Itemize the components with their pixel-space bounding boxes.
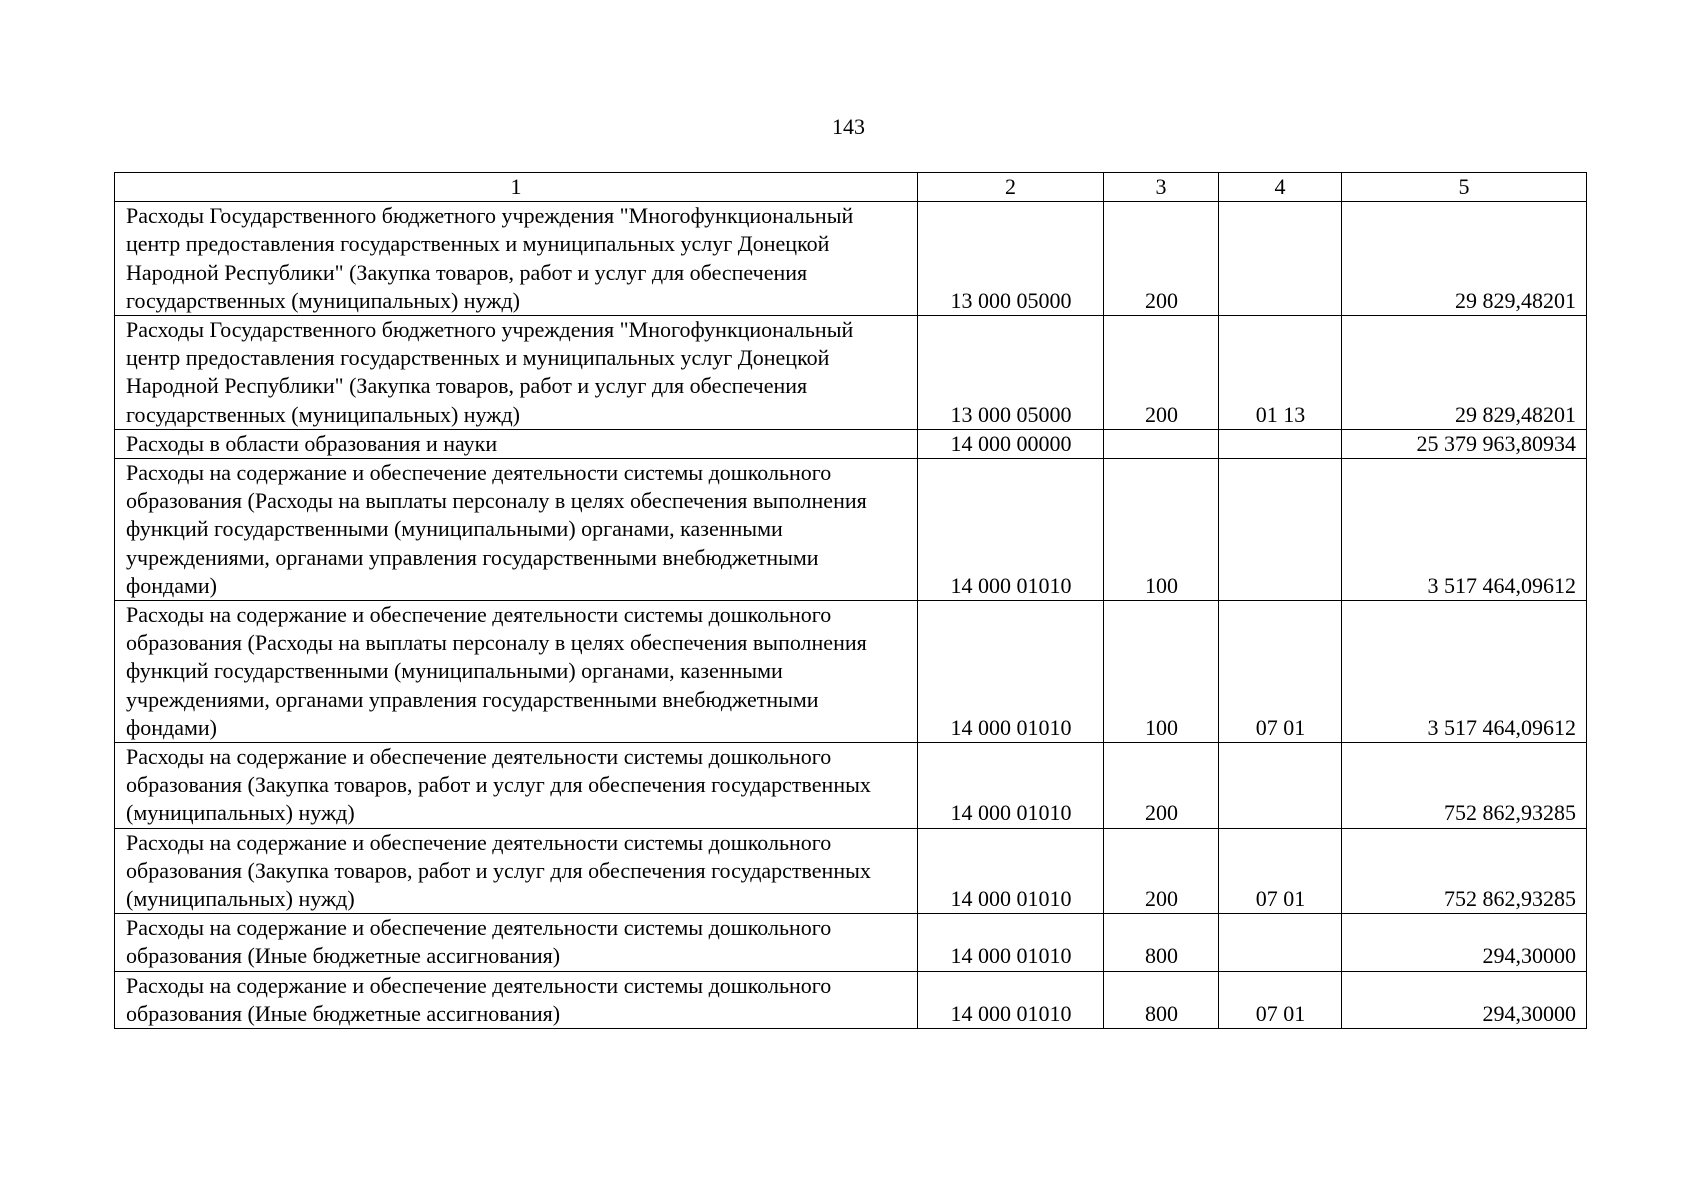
- row-amount: 752 862,93285: [1342, 828, 1587, 914]
- row-amount: 3 517 464,09612: [1342, 601, 1587, 743]
- row-description: Расходы на содержание и обеспечение деятельности системы дошкольного образования (Иные бюджетные ассигнования): [115, 914, 918, 971]
- row-section: 07 01: [1219, 971, 1342, 1028]
- row-target-code: 13 000 05000: [918, 202, 1104, 316]
- row-section: [1219, 743, 1342, 829]
- header-cell-3: 3: [1104, 173, 1219, 202]
- row-description: Расходы Государственного бюджетного учреждения "Многофункциональный центр предоставления государственных и муниципальных услуг Донецкой Народной Республики" (Закупка товаров, работ и услуг для обеспечения государственных (муниципальных) нужд): [115, 316, 918, 430]
- budget-table: [114, 172, 1587, 1029]
- header-cell-2: 2: [918, 173, 1104, 202]
- row-target-code: 14 000 00000: [918, 429, 1104, 458]
- row-amount: 752 862,93285: [1342, 743, 1587, 829]
- table-row: [115, 202, 1587, 316]
- table-row: [115, 743, 1587, 829]
- row-section: 07 01: [1219, 828, 1342, 914]
- row-amount: 25 379 963,80934: [1342, 429, 1587, 458]
- table-row: [115, 914, 1587, 971]
- row-description: Расходы на содержание и обеспечение деятельности системы дошкольного образования (Закупка товаров, работ и услуг для обеспечения государственных (муниципальных) нужд): [115, 743, 918, 829]
- row-target-code: 14 000 01010: [918, 971, 1104, 1028]
- row-amount: 294,30000: [1342, 971, 1587, 1028]
- row-expense-type: 100: [1104, 601, 1219, 743]
- row-amount: 29 829,48201: [1342, 316, 1587, 430]
- row-expense-type: [1104, 429, 1219, 458]
- row-description: Расходы Государственного бюджетного учреждения "Многофункциональный центр предоставления государственных и муниципальных услуг Донецкой Народной Республики" (Закупка товаров, работ и услуг для обеспечения государственных (муниципальных) нужд): [115, 202, 918, 316]
- page-number: 143: [832, 114, 865, 139]
- table-row: [115, 828, 1587, 914]
- row-section: [1219, 914, 1342, 971]
- row-section: [1219, 459, 1342, 601]
- row-amount: 3 517 464,09612: [1342, 459, 1587, 601]
- header-row: [115, 173, 1587, 202]
- table-row: [115, 316, 1587, 430]
- header-cell-1: 1: [115, 173, 918, 202]
- table-row: [115, 429, 1587, 458]
- row-description: Расходы на содержание и обеспечение деятельности системы дошкольного образования (Расходы на выплаты персоналу в целях обеспечения выполнения функций государственными (муниципальными) органами, казенными учреждениями, органами управления государственными внебюджетными фондами): [115, 459, 918, 601]
- row-section: [1219, 429, 1342, 458]
- row-target-code: 14 000 01010: [918, 914, 1104, 971]
- row-section: 07 01: [1219, 601, 1342, 743]
- row-description: Расходы на содержание и обеспечение деятельности системы дошкольного образования (Расходы на выплаты персоналу в целях обеспечения выполнения функций государственными (муниципальными) органами, казенными учреждениями, органами управления государственными внебюджетными фондами): [115, 601, 918, 743]
- row-section: 01 13: [1219, 316, 1342, 430]
- row-target-code: 13 000 05000: [918, 316, 1104, 430]
- row-target-code: 14 000 01010: [918, 743, 1104, 829]
- header-cell-4: 4: [1219, 173, 1342, 202]
- row-expense-type: 200: [1104, 316, 1219, 430]
- row-expense-type: 200: [1104, 828, 1219, 914]
- row-expense-type: 200: [1104, 202, 1219, 316]
- row-expense-type: 800: [1104, 971, 1219, 1028]
- row-description: Расходы в области образования и науки: [115, 429, 918, 458]
- row-expense-type: 800: [1104, 914, 1219, 971]
- row-amount: 294,30000: [1342, 914, 1587, 971]
- row-target-code: 14 000 01010: [918, 459, 1104, 601]
- header-cell-5: 5: [1342, 173, 1587, 202]
- table-header: [115, 173, 1587, 202]
- row-target-code: 14 000 01010: [918, 828, 1104, 914]
- table-row: [115, 971, 1587, 1028]
- row-expense-type: 100: [1104, 459, 1219, 601]
- table-row: [115, 601, 1587, 743]
- row-expense-type: 200: [1104, 743, 1219, 829]
- row-amount: 29 829,48201: [1342, 202, 1587, 316]
- table-row: [115, 459, 1587, 601]
- table-body: [115, 202, 1587, 1029]
- row-target-code: 14 000 01010: [918, 601, 1104, 743]
- row-description: Расходы на содержание и обеспечение деятельности системы дошкольного образования (Закупка товаров, работ и услуг для обеспечения государственных (муниципальных) нужд): [115, 828, 918, 914]
- row-description: Расходы на содержание и обеспечение деятельности системы дошкольного образования (Иные бюджетные ассигнования): [115, 971, 918, 1028]
- row-section: [1219, 202, 1342, 316]
